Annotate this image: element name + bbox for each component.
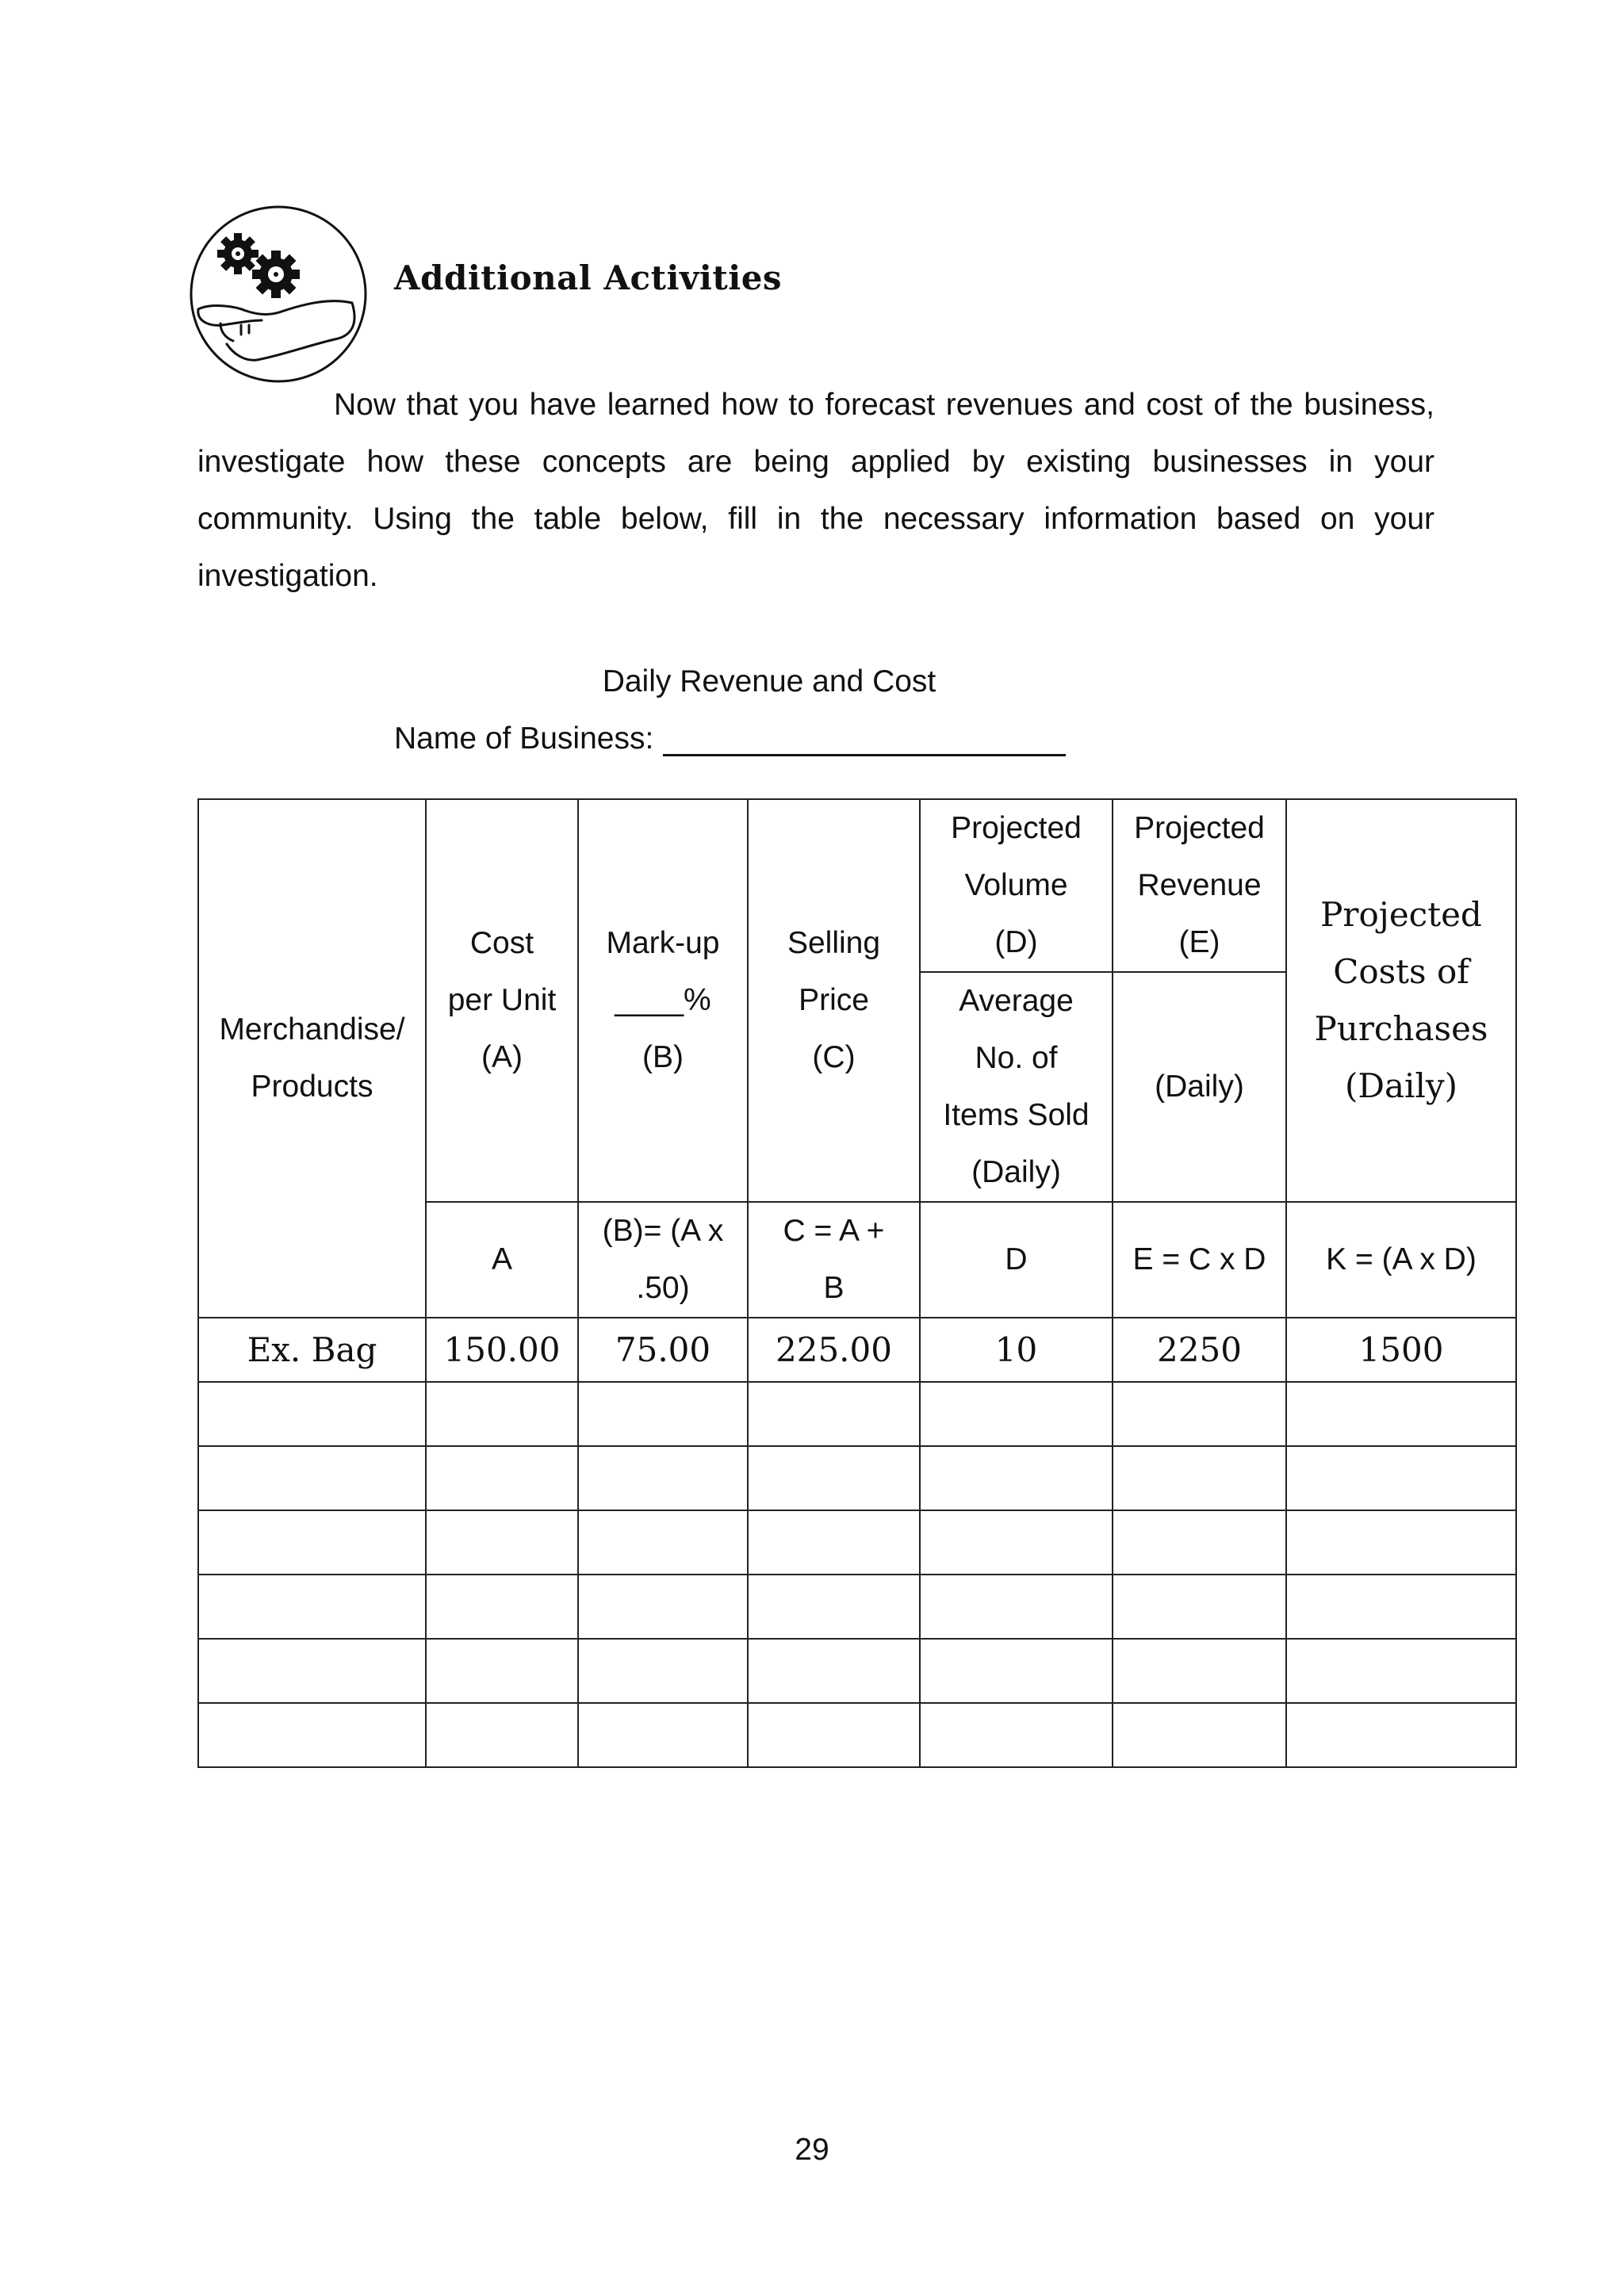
example-markup: 75.00 <box>578 1318 748 1382</box>
gears-in-hand-icon <box>189 205 368 384</box>
blank-cell[interactable] <box>578 1703 748 1767</box>
formula-cost: A <box>426 1202 578 1318</box>
blank-cell[interactable] <box>198 1575 426 1639</box>
blank-cell[interactable] <box>578 1575 748 1639</box>
blank-cell[interactable] <box>578 1639 748 1703</box>
header-projected-volume: Projected Volume (D) <box>920 799 1113 972</box>
blank-cell[interactable] <box>1113 1446 1286 1510</box>
formula-costs: K = (A x D) <box>1286 1202 1516 1318</box>
blank-cell[interactable] <box>426 1446 578 1510</box>
table-title: Daily Revenue and Cost <box>602 664 936 698</box>
blank-cell[interactable] <box>198 1382 426 1446</box>
header-revenue-daily: (Daily) <box>1113 972 1286 1202</box>
revenue-cost-table <box>197 798 1517 1768</box>
blank-cell[interactable] <box>578 1510 748 1575</box>
intro-paragraph <box>197 377 1434 605</box>
table-row <box>198 1575 1516 1639</box>
blank-cell[interactable] <box>920 1382 1113 1446</box>
header-projected-costs: Projected Costs of Purchases (Daily) <box>1286 799 1516 1202</box>
blank-cell[interactable] <box>1113 1510 1286 1575</box>
blank-cell[interactable] <box>1286 1575 1516 1639</box>
business-name-label: Name of Business: <box>394 721 654 756</box>
header-markup: Mark-up ____% (B) <box>578 799 748 1202</box>
blank-cell[interactable] <box>578 1446 748 1510</box>
formula-volume: D <box>920 1202 1113 1318</box>
blank-cell[interactable] <box>578 1382 748 1446</box>
formula-revenue: E = C x D <box>1113 1202 1286 1318</box>
blank-cell[interactable] <box>1286 1382 1516 1446</box>
blank-cell[interactable] <box>198 1703 426 1767</box>
table-row <box>198 1639 1516 1703</box>
blank-cell[interactable] <box>1113 1575 1286 1639</box>
header-selling-price: Selling Price (C) <box>748 799 920 1202</box>
blank-cell[interactable] <box>920 1575 1113 1639</box>
blank-cell[interactable] <box>426 1639 578 1703</box>
blank-cell[interactable] <box>1113 1382 1286 1446</box>
page-number: 29 <box>795 2133 829 2167</box>
blank-cell[interactable] <box>426 1703 578 1767</box>
header-projected-revenue: Projected Revenue (E) <box>1113 799 1286 972</box>
formula-selling: C = A + B <box>748 1202 920 1318</box>
example-cost: 150.00 <box>426 1318 578 1382</box>
table-row-example <box>198 1318 1516 1382</box>
example-merchandise: Ex. Bag <box>198 1318 426 1382</box>
blank-cell[interactable] <box>920 1639 1113 1703</box>
formula-markup: (B)= (A x .50) <box>578 1202 748 1318</box>
header-merchandise: Merchandise/ Products <box>198 799 426 1318</box>
example-costs: 1500 <box>1286 1318 1516 1382</box>
blank-cell[interactable] <box>748 1446 920 1510</box>
blank-cell[interactable] <box>748 1382 920 1446</box>
blank-cell[interactable] <box>1286 1446 1516 1510</box>
header-average-items-sold: Average No. of Items Sold (Daily) <box>920 972 1113 1202</box>
blank-cell[interactable] <box>920 1446 1113 1510</box>
blank-cell[interactable] <box>198 1639 426 1703</box>
blank-cell[interactable] <box>1113 1639 1286 1703</box>
blank-cell[interactable] <box>748 1510 920 1575</box>
example-volume: 10 <box>920 1318 1113 1382</box>
table-row <box>198 1703 1516 1767</box>
blank-cell[interactable] <box>426 1575 578 1639</box>
business-name-field <box>394 721 1066 756</box>
example-selling: 225.00 <box>748 1318 920 1382</box>
blank-cell[interactable] <box>1286 1639 1516 1703</box>
intro-text: Now that you have learned how to forecast revenues and cost of the business, investigate how these concepts are being applied by existing businesses in your community. Using the table below, fill in the necessary information based on your investigation. <box>197 388 1434 593</box>
blank-cell[interactable] <box>1286 1510 1516 1575</box>
example-revenue: 2250 <box>1113 1318 1286 1382</box>
table-row <box>198 1510 1516 1575</box>
blank-cell[interactable] <box>198 1446 426 1510</box>
blank-cell[interactable] <box>1286 1703 1516 1767</box>
business-name-blank[interactable] <box>663 722 1066 756</box>
table-row <box>198 1382 1516 1446</box>
table-row <box>198 1446 1516 1510</box>
header-cost-per-unit: Cost per Unit (A) <box>426 799 578 1202</box>
section-heading: Additional Activities <box>394 258 783 297</box>
blank-cell[interactable] <box>920 1510 1113 1575</box>
blank-cell[interactable] <box>426 1382 578 1446</box>
blank-cell[interactable] <box>748 1703 920 1767</box>
blank-cell[interactable] <box>748 1639 920 1703</box>
blank-cell[interactable] <box>748 1575 920 1639</box>
blank-cell[interactable] <box>920 1703 1113 1767</box>
blank-cell[interactable] <box>198 1510 426 1575</box>
blank-cell[interactable] <box>1113 1703 1286 1767</box>
blank-cell[interactable] <box>426 1510 578 1575</box>
